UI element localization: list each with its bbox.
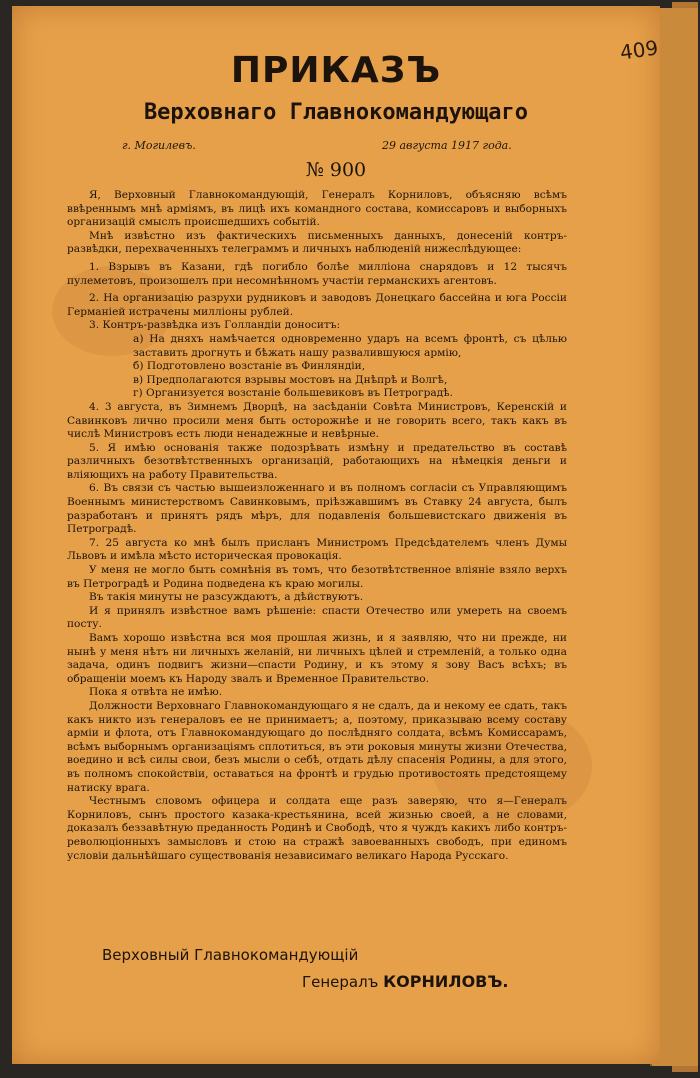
paragraph: У меня не могло быть сомнѣнія въ томъ, что безотвѣтственное вліяніе взяло верхъ въ Петроградѣ и Родина подведена къ краю могилы. bbox=[67, 564, 567, 590]
paragraph: 2. На организацію разрухи рудниковъ и заводовъ Донецкаго бассейна и юга Россіи Германіей истрачены милліоны рублей. bbox=[67, 292, 567, 318]
list-item: б) Подготовлено возстаніе въ Финляндіи, bbox=[133, 360, 366, 373]
signature-line bbox=[302, 972, 508, 991]
list-item: в) Предполагаются взрывы мостовъ на Днѣпрѣ и Волгѣ, bbox=[133, 373, 448, 386]
paragraph: Должности Верховнаго Главнокомандующаго я не сдалъ, да и некому ее сдать, такъ какъ никто изъ генераловъ ее не принимаетъ; а, поэтому, приказываю всему составу арміи и флота, отъ Главнокомандующаго до послѣдняго солдата, всѣмъ Комиссарамъ, всѣмъ выборнымъ организаціямъ сплотиться, въ эти роковыя минуты жизни Отечества, воедино и всѣ силы свои, безъ мысли о себѣ, отдать дѣлу спасенія Родины, а для этого, въ полномъ спокойствіи, оставаться на фронтѣ и грудью противостоять предстоящему натиску врага. bbox=[67, 699, 567, 794]
signature-title: Верховный Главнокомандующій bbox=[102, 946, 359, 964]
document-date: 29 августа 1917 года. bbox=[382, 139, 512, 152]
document-place: г. Могилевъ. bbox=[122, 139, 196, 152]
page-number: 409 bbox=[618, 35, 660, 65]
paragraph: 4. 3 августа, въ Зимнемъ Дворцѣ, на засѣданіи Совѣта Министровъ, Керенскій и Савинковъ лично просили меня быть осторожнѣе и не говорить всего, такъ какъ въ числѣ Министровъ есть люди ненадежные и невѣрные. bbox=[67, 400, 567, 441]
paragraph: 6. Въ связи съ частью вышеизложеннаго и въ полномъ согласіи съ Управляющимъ Военнымъ министерствомъ Савинковымъ, пріѣзжавшимъ въ Ставку 24 августа, былъ разработанъ и принятъ рядъ мѣръ, для подавленія большевистскаго движенія въ Петроградѣ. bbox=[67, 482, 567, 536]
list-item: а) На дняхъ намѣчается одновременно ударъ на всемъ фронтѣ, съ цѣлью заставить дрогнуть и бѣжать нашу развалившуюся армію, bbox=[133, 332, 567, 359]
paragraph: Пока я отвѣта не имѣю. bbox=[89, 686, 223, 699]
document-sheet bbox=[12, 6, 660, 1064]
paragraph: 7. 25 августа ко мнѣ былъ присланъ Министромъ Предсѣдателемъ членъ Думы Львовъ и имѣла мѣсто историческая провокація. bbox=[67, 536, 567, 563]
list-item: г) Организуется возстаніе большевиковъ въ Петроградѣ. bbox=[133, 387, 453, 400]
paragraph: Честнымъ словомъ офицера и солдата еще разъ заверяю, что я—Генералъ Корниловъ, сынъ простого казака-крестьянина, всей жизнью своей, а не словами, доказалъ беззавѣтную преданность Родинѣ и Свободѣ, что я чуждъ какихъ либо контръ-революціонныхъ замысловъ и стою на стражѣ завоеванныхъ свободъ, при единомъ условіи дальнѣйшаго существованія независимаго великаго Народа Русскаго. bbox=[67, 795, 567, 862]
paragraph: 3. Контръ-развѣдка изъ Голландіи доноситъ: bbox=[89, 319, 341, 332]
document-title: ПРИКАЗЪ bbox=[230, 50, 442, 91]
order-body bbox=[67, 189, 567, 863]
paragraph: Я, Верховный Главнокомандующій, Генералъ Корниловъ, объясняю всѣмъ ввѣреннымъ мнѣ арміямъ, въ лицѣ ихъ командного состава, комиссаровъ и выборныхъ организацій смыслъ происшедшихъ событій. bbox=[67, 189, 567, 229]
paragraph: 1. Взрывъ въ Казани, гдѣ погибло болѣе милліона снарядовъ и 12 тысячъ пулеметовъ, произошелъ при несомнѣнномъ участіи германскихъ агентовъ. bbox=[67, 260, 567, 287]
signature-name: КОРНИЛОВЪ. bbox=[383, 972, 509, 991]
paragraph: 5. Я имѣю основанія также подозрѣвать измѣну и предательство въ составѣ различныхъ безотвѣтственныхъ организацій, работающихъ на нѣмецкія деньги и вліяющихъ на работу Правительства. bbox=[67, 441, 567, 481]
order-number: № 900 bbox=[305, 159, 367, 181]
paragraph: Мнѣ извѣстно изъ фактическихъ письменныхъ данныхъ, донесеній контръ-развѣдки, перехваченныхъ телеграммъ и личныхъ наблюденій нижеслѣдующее: bbox=[67, 229, 567, 256]
signature-rank: Генералъ bbox=[302, 973, 379, 991]
paragraph: Вамъ хорошо извѣстна вся моя прошлая жизнь, и я заявляю, что ни прежде, ни нынѣ у меня нѣтъ ни личныхъ желаній, ни личныхъ цѣлей и стремленій, а только одна задача, одинъ подвигъ жизни—спасти Родину, и къ этому я зову Васъ всѣхъ; въ обращеніи моемъ къ Народу звалъ и Временное Правительство. bbox=[67, 632, 567, 685]
paragraph: Въ такія минуты не разсуждаютъ, а дѣйствуютъ. bbox=[89, 591, 364, 604]
document-subtitle: Верховнаго Главнокомандующаго bbox=[143, 100, 529, 125]
paragraph: И я принялъ извѣстное вамъ рѣшеніе: спасти Отечество или умереть на своемъ посту. bbox=[67, 604, 567, 631]
